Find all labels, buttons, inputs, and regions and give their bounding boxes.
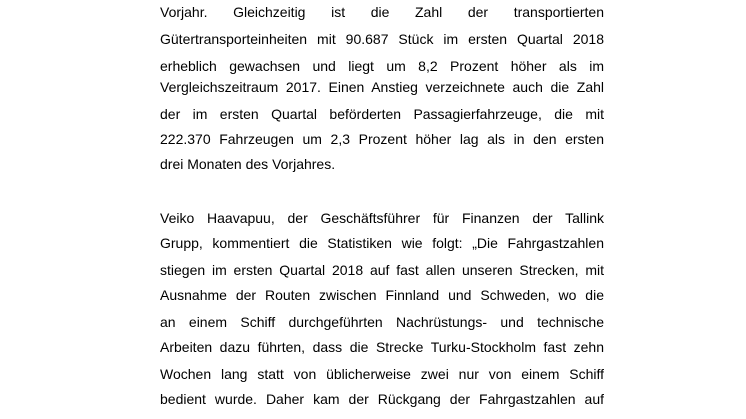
paragraph-line: Wochen lang statt von üblicherweise zwei nur von einem Schiff xyxy=(160,366,604,382)
paragraph-line: 222.370 Fahrzeugen um 2,3 Prozent höher lag als in den ersten xyxy=(160,131,604,147)
paragraph-line: Vergleichszeitraum 2017. Einen Anstieg verzeichnete auch die Zahl xyxy=(160,79,604,95)
paragraph-line: an einem Schiff durchgeführten Nachrüstungs- und technische xyxy=(160,314,604,330)
paragraph-line: Veiko Haavapuu, der Geschäftsführer für Finanzen der Tallink xyxy=(160,210,604,226)
paragraph-line: der im ersten Quartal beförderten Passagierfahrzeuge, die mit xyxy=(160,106,604,122)
paragraph-line: erheblich gewachsen und liegt um 8,2 Prozent höher als im xyxy=(160,58,604,74)
paragraph-line: bedient wurde. Daher kam der Rückgang der Fahrgastzahlen auf xyxy=(160,391,604,407)
paragraph-line: drei Monaten des Vorjahres. xyxy=(160,156,336,172)
paragraph-line: Gütertransporteinheiten mit 90.687 Stück im ersten Quartal 2018 xyxy=(160,31,604,47)
paragraph-line: Arbeiten dazu führten, dass die Strecke Turku-Stockholm fast zehn xyxy=(160,339,604,355)
paragraph-line: Vorjahr. Gleichzeitig ist die Zahl der transportierten xyxy=(160,4,604,20)
paragraph-line: Ausnahme der Routen zwischen Finnland und Schweden, wo die xyxy=(160,287,604,303)
paragraph-line: stiegen im ersten Quartal 2018 auf fast allen unseren Strecken, mit xyxy=(160,262,604,278)
paragraph-line: Grupp, kommentiert die Statistiken wie folgt: „Die Fahrgastzahlen xyxy=(160,235,604,251)
